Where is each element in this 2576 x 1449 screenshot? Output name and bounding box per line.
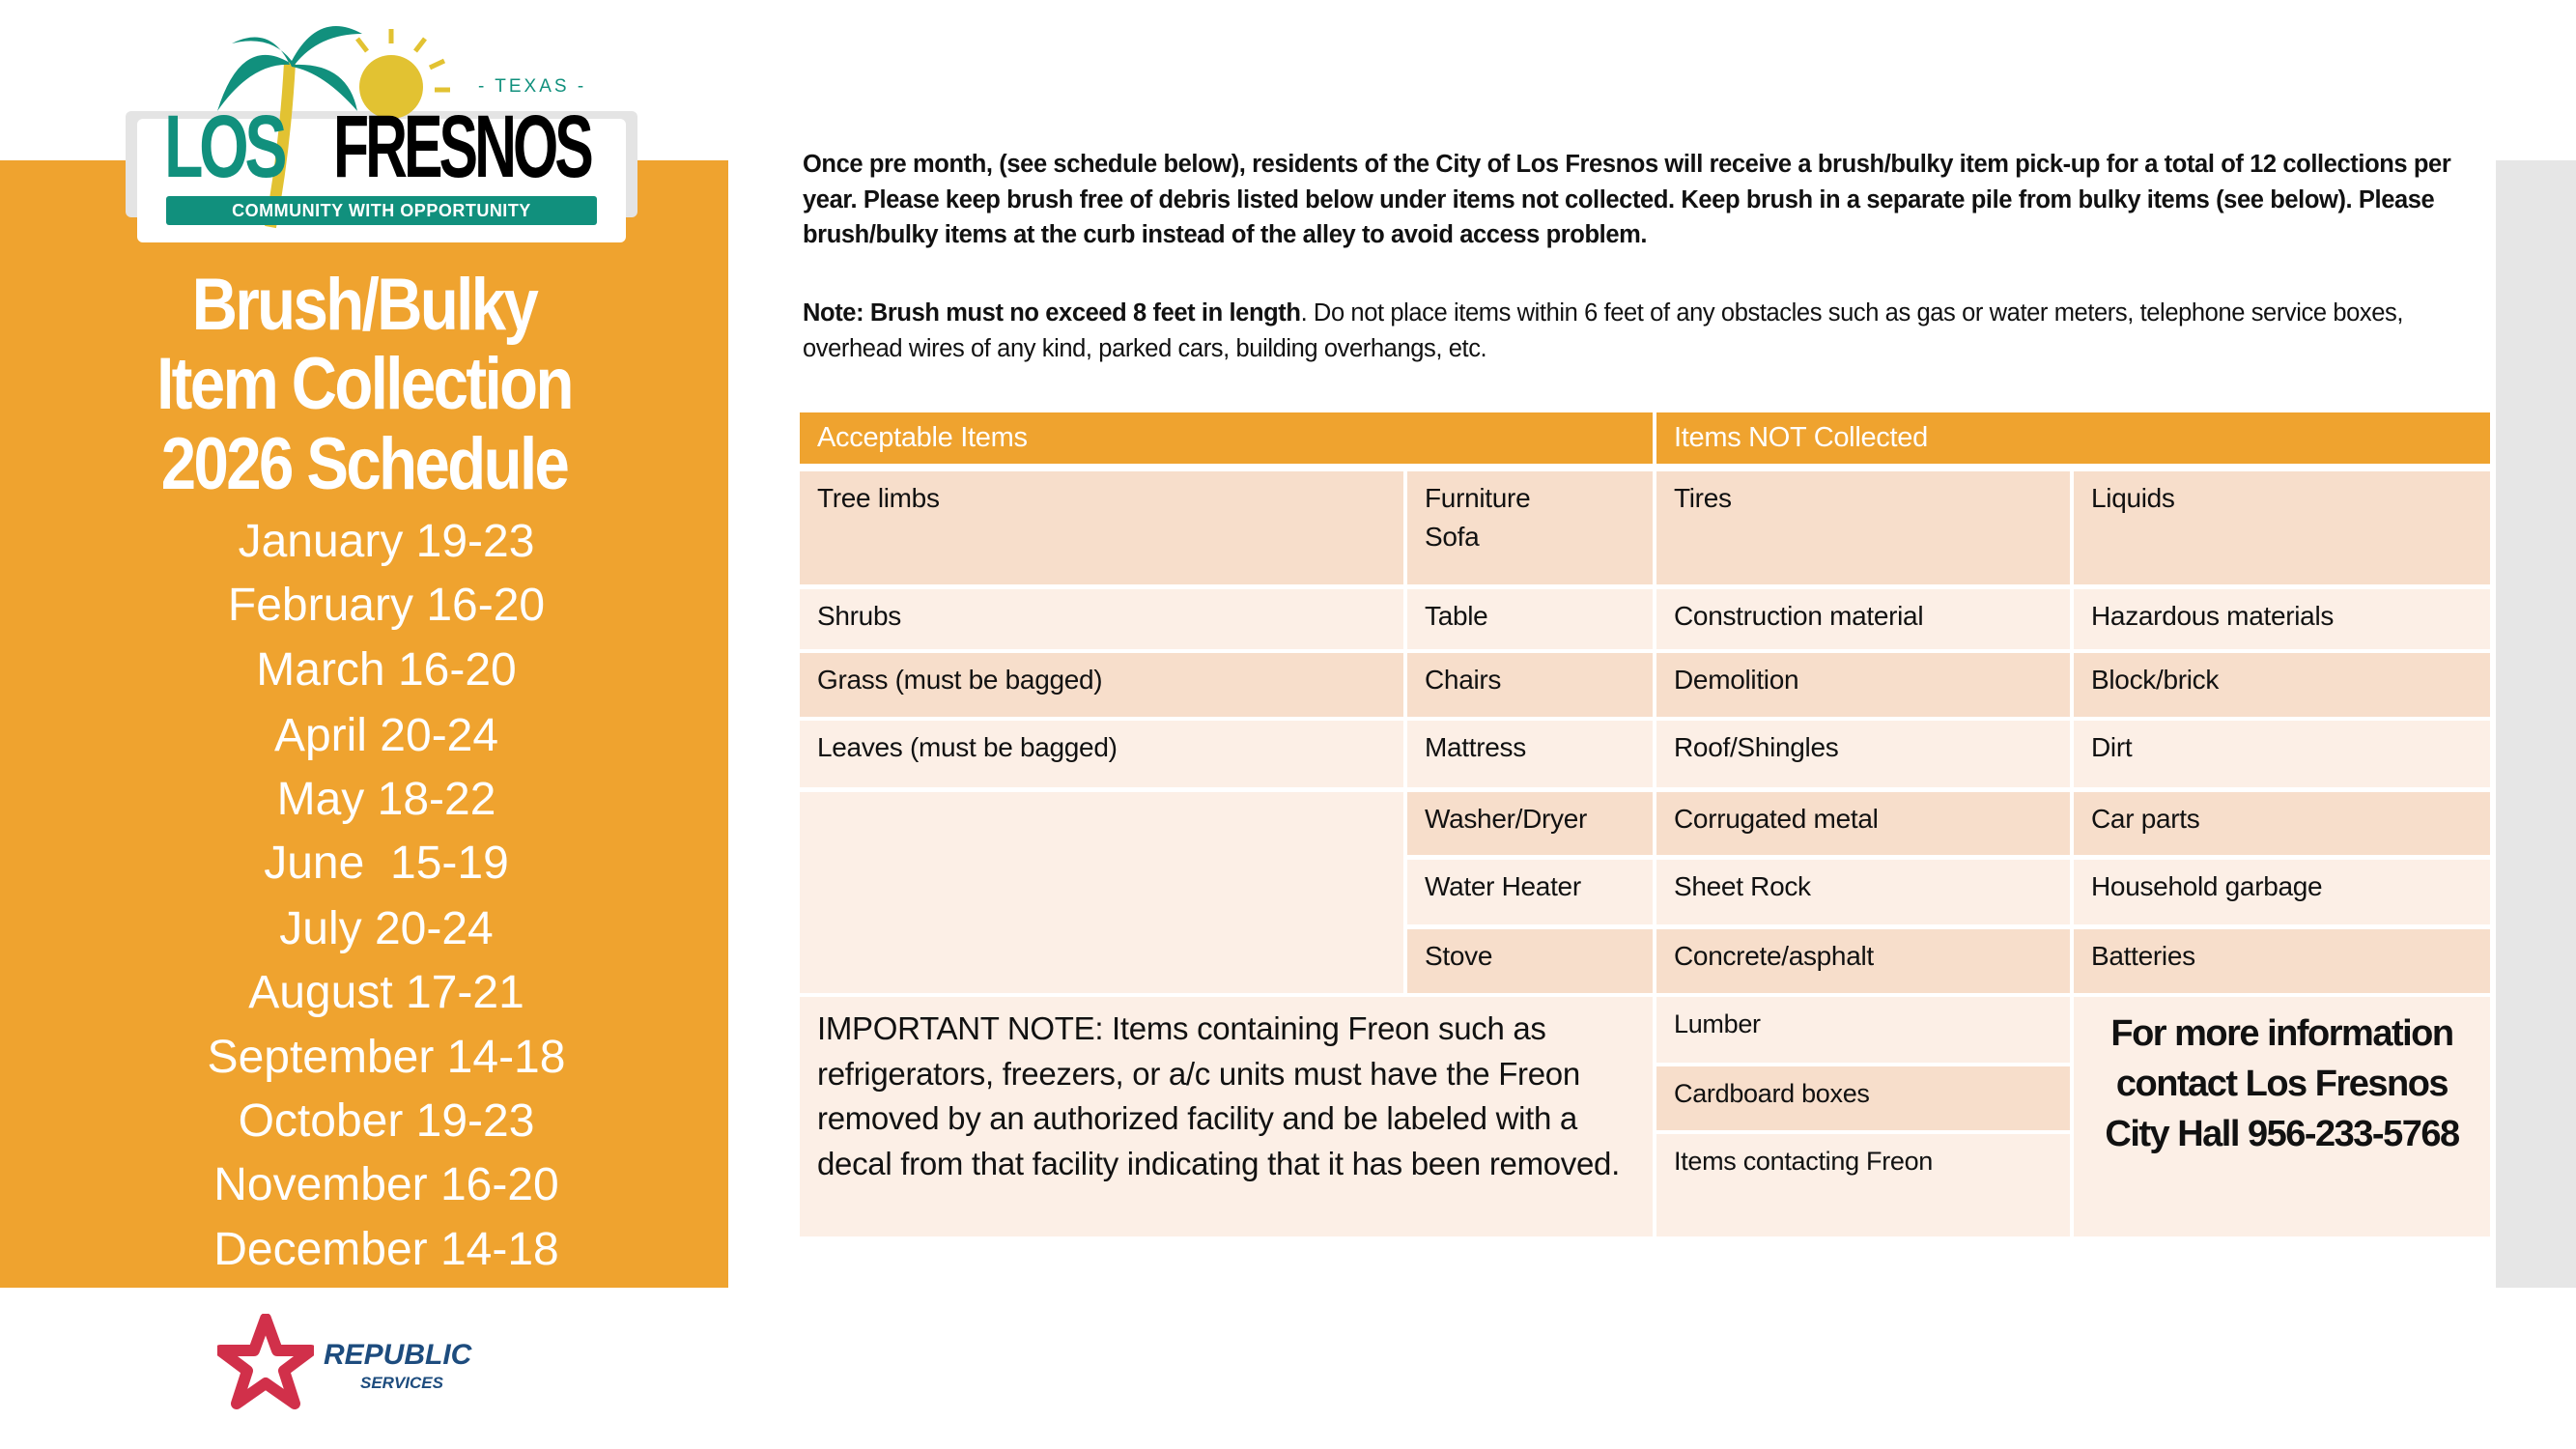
month-february: February 16-20 [227, 580, 546, 631]
note-rest: . Do not place items within 6 feet of any obstacles such as gas or water meters, telephone service boxes, overhead wires of any kind, parked cars, building overhangs, etc. [803, 299, 2404, 362]
note-label: Note [803, 299, 857, 327]
month-december: December 14-18 [213, 1224, 559, 1275]
not-collected-item: Hazardous materials [2074, 589, 2490, 649]
title-line-2: Item Collection [156, 343, 572, 425]
month-may: May 18-22 [276, 774, 496, 825]
not-collected-item: Car parts [2074, 792, 2490, 855]
acceptable-item: Mattress [1407, 721, 1653, 787]
title-line-1: Brush/Bulky [191, 264, 537, 346]
not-collected-item: Liquids [2074, 471, 2490, 584]
not-collected-item: Concrete/asphalt [1656, 929, 2070, 993]
republic-star-icon [217, 1314, 314, 1410]
logo-tagline: COMMUNITY WITH OPPORTUNITY [166, 196, 597, 225]
acceptable-item: Washer/Dryer [1407, 792, 1653, 855]
not-collected-item: Roof/Shingles [1656, 721, 2070, 787]
title-line-3: 2026 Schedule [160, 423, 568, 505]
acceptable-item: Chairs [1407, 653, 1653, 717]
acceptable-item: Furniture Sofa [1407, 471, 1653, 584]
not-collected-item: Dirt [2074, 721, 2490, 787]
month-august: August 17-21 [248, 967, 524, 1018]
republic-services-logo [217, 1314, 497, 1410]
acceptable-item: Water Heater [1407, 860, 1653, 924]
header-not-collected: Items NOT Collected [1656, 412, 2490, 464]
not-collected-item: Batteries [2074, 929, 2490, 993]
intro-paragraph: Once pre month, (see schedule below), residents of the City of Los Fresnos will receive a brush/bulky item pick-up for a total of 12 collections per year. Please keep brush free of debris listed below under items not collected. Keep brush in a separate pile from bulky items (see below). Please brush/bulky items at the curb instead of the alley to avoid access problem. [803, 151, 2451, 248]
acceptable-item: Tree limbs [800, 471, 1403, 584]
empty-cell [800, 792, 1403, 993]
acceptable-item: Table [1407, 589, 1653, 649]
los-fresnos-logo [126, 5, 637, 242]
logo-state: - TEXAS - [478, 76, 587, 97]
month-march: March 16-20 [256, 644, 517, 696]
acceptable-item: Shrubs [800, 589, 1403, 649]
note-paragraph [803, 296, 2483, 366]
not-collected-item: Construction material [1656, 589, 2070, 649]
not-collected-item: Corrugated metal [1656, 792, 2070, 855]
month-october: October 19-23 [238, 1095, 535, 1147]
not-collected-item: Block/brick [2074, 653, 2490, 717]
note-bold: : Brush must no exceed 8 feet in length [856, 299, 1301, 327]
not-collected-item: Lumber [1656, 997, 2070, 1063]
republic-sub: SERVICES [360, 1374, 443, 1392]
acceptable-item: Stove [1407, 929, 1653, 993]
month-april: April 20-24 [273, 710, 499, 761]
republic-name: REPUBLIC [324, 1339, 472, 1371]
contact-info: For more information contact Los Fresnos City Hall 956-233-5768 [2074, 997, 2490, 1236]
logo-fresnos: FRESNOS [333, 98, 590, 196]
month-september: September 14-18 [207, 1032, 566, 1083]
acceptable-item: Leaves (must be bagged) [800, 721, 1403, 787]
not-collected-item: Tires [1656, 471, 2070, 584]
not-collected-item: Demolition [1656, 653, 2070, 717]
important-note: IMPORTANT NOTE: Items containing Freon such as refrigerators, freezers, or a/c units must have the Freon removed by an authorized facility and be labeled with a decal from that facility indicating that it has been removed. [800, 997, 1653, 1236]
header-acceptable: Acceptable Items [800, 412, 1653, 464]
logo-los: LOS [164, 98, 284, 196]
month-july: July 20-24 [279, 903, 494, 954]
side-gray-bar [2496, 160, 2576, 1288]
not-collected-item: Items contacting Freon [1656, 1134, 2070, 1236]
month-january: January 19-23 [238, 516, 535, 567]
month-november: November 16-20 [213, 1159, 559, 1210]
not-collected-item: Household garbage [2074, 860, 2490, 924]
not-collected-item: Cardboard boxes [1656, 1066, 2070, 1130]
month-june: June 15-19 [264, 838, 509, 889]
not-collected-item: Sheet Rock [1656, 860, 2070, 924]
acceptable-item: Grass (must be bagged) [800, 653, 1403, 717]
